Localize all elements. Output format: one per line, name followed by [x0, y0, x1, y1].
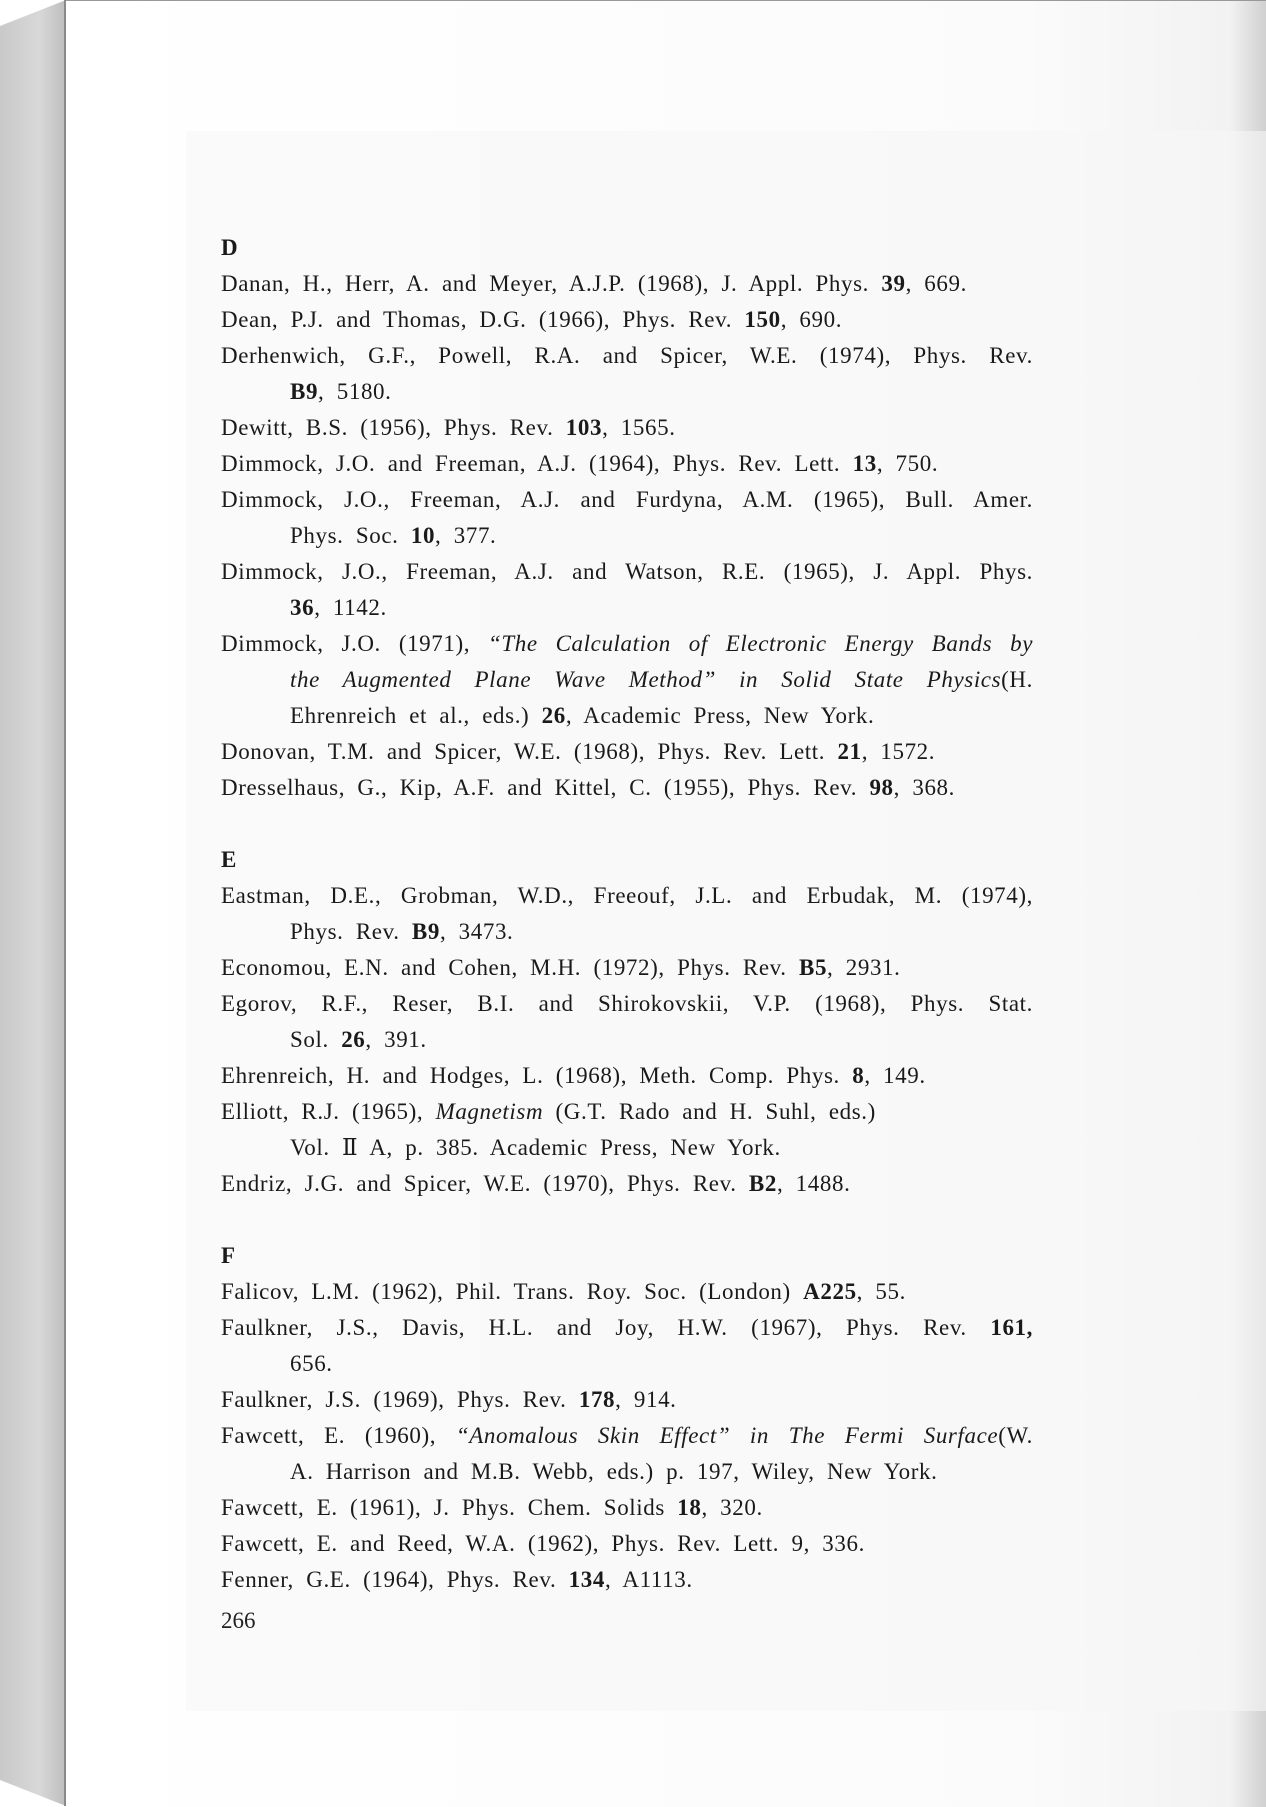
- reference-entry: [221, 1562, 1033, 1598]
- reference-line: [221, 518, 1033, 554]
- citation-text: Derhenwich, G.F., Powell, R.A. and Spicer, W.E. (1974), Phys. Rev.: [221, 343, 1033, 368]
- reference-entry: [221, 1274, 1033, 1310]
- citation-text: , 55.: [856, 1279, 906, 1304]
- section-heading: D: [221, 235, 239, 260]
- reference-line: [221, 878, 1033, 914]
- reference-line: [221, 1526, 1033, 1562]
- reference-entry: [221, 446, 1033, 482]
- reference-line: [221, 1562, 1033, 1598]
- citation-text: Endriz, J.G. and Spicer, W.E. (1970), Phys. Rev.: [221, 1171, 749, 1196]
- citation-text: , 149.: [864, 1063, 926, 1088]
- citation-text: Fenner, G.E. (1964), Phys. Rev.: [221, 1567, 569, 1592]
- citation-text: Egorov, R.F., Reser, B.I. and Shirokovskii, V.P. (1968), Phys. Stat.: [221, 991, 1033, 1016]
- reference-entry: [221, 1166, 1033, 1202]
- citation-text: , 5180.: [318, 379, 392, 404]
- citation-text: , 750.: [876, 451, 939, 476]
- citation-text: , 320.: [701, 1495, 763, 1520]
- citation-text: Faulkner, J.S., Davis, H.L. and Joy, H.W. (1967), Phys. Rev.: [221, 1315, 991, 1340]
- reference-line: [221, 626, 1033, 662]
- volume-number: A225: [803, 1279, 857, 1304]
- reference-line: [221, 1022, 1033, 1058]
- reference-line: [221, 302, 1033, 338]
- volume-number: 21: [837, 739, 862, 764]
- reference-line: [221, 554, 1033, 590]
- volume-number: 150: [744, 307, 781, 332]
- title-text: Magnetism: [435, 1099, 544, 1124]
- volume-number: B5: [799, 955, 828, 980]
- volume-number: 98: [869, 775, 894, 800]
- citation-text: , 1142.: [314, 595, 387, 620]
- citation-text: A. Harrison and M.B. Webb, eds.) p. 197, Wiley, New York.: [290, 1459, 938, 1484]
- citation-text: (W.: [998, 1423, 1033, 1448]
- reference-line: [221, 698, 1033, 734]
- volume-number: B9: [290, 379, 319, 404]
- volume-number: 8: [852, 1063, 865, 1088]
- reference-line: [221, 1382, 1033, 1418]
- citation-text: Ehrenreich, H. and Hodges, L. (1968), Meth. Comp. Phys.: [221, 1063, 853, 1088]
- citation-text: 656.: [290, 1351, 333, 1376]
- reference-line: [221, 1130, 1033, 1166]
- reference-line: [221, 1346, 1033, 1382]
- reference-line: [221, 1454, 1033, 1490]
- citation-text: , 377.: [435, 523, 497, 548]
- volume-number: 36: [290, 595, 315, 620]
- reference-entry: [221, 950, 1033, 986]
- volume-number: 134: [568, 1567, 605, 1592]
- reference-line: [221, 986, 1033, 1022]
- reference-entry: [221, 1418, 1033, 1490]
- citation-text: Falicov, L.M. (1962), Phil. Trans. Roy. Soc. (London): [221, 1279, 804, 1304]
- volume-number: 18: [677, 1495, 702, 1520]
- citation-text: , 914.: [615, 1387, 677, 1412]
- citation-text: Eastman, D.E., Grobman, W.D., Freeouf, J.L. and Erbudak, M. (1974),: [221, 883, 1033, 908]
- reference-entry: [221, 734, 1033, 770]
- reference-line: [221, 1310, 1033, 1346]
- citation-text: Fawcett, E. (1961), J. Phys. Chem. Solids: [221, 1495, 678, 1520]
- reference-entry: [221, 770, 1033, 806]
- citation-text: Economou, E.N. and Cohen, M.H. (1972), Phys. Rev.: [221, 955, 799, 980]
- reference-entry: [221, 1490, 1033, 1526]
- citation-text: Fawcett, E. and Reed, W.A. (1962), Phys. Rev. Lett. 9, 336.: [221, 1531, 865, 1556]
- volume-number: 13: [852, 451, 877, 476]
- citation-text: Vol. Ⅱ A, p. 385. Academic Press, New York.: [290, 1135, 781, 1160]
- reference-entry: [221, 1058, 1033, 1094]
- reference-entry: [221, 986, 1033, 1058]
- reference-entry: [221, 266, 1033, 302]
- reference-entry: [221, 338, 1033, 410]
- citation-text: Dean, P.J. and Thomas, D.G. (1966), Phys. Rev.: [221, 307, 745, 332]
- citation-text: Elliott, R.J. (1965),: [221, 1099, 436, 1124]
- section-gap: [221, 1202, 1033, 1238]
- citation-text: , 1488.: [776, 1171, 851, 1196]
- page-number: 266: [221, 1608, 256, 1633]
- volume-number: 39: [881, 271, 906, 296]
- reference-entry: [221, 482, 1033, 554]
- reference-list: [221, 230, 1033, 1598]
- volume-number: 103: [565, 415, 603, 440]
- citation-text: , 690.: [780, 307, 843, 332]
- reference-entry: [221, 1526, 1033, 1562]
- citation-text: , Academic Press, New York.: [565, 703, 875, 728]
- citation-text: Faulkner, J.S. (1969), Phys. Rev.: [221, 1387, 579, 1412]
- reference-entry: [221, 1094, 1033, 1166]
- reference-line: [221, 338, 1033, 374]
- citation-text: , A1113.: [604, 1567, 693, 1592]
- citation-text: Donovan, T.M. and Spicer, W.E. (1968), Phys. Rev. Lett.: [221, 739, 838, 764]
- reference-line: [221, 770, 1033, 806]
- reference-line: [221, 734, 1033, 770]
- reference-entry: [221, 1310, 1033, 1382]
- reference-line: [221, 1274, 1033, 1310]
- reference-line: [221, 374, 1033, 410]
- citation-text: Dewitt, B.S. (1956), Phys. Rev.: [221, 415, 566, 440]
- reference-line: [221, 410, 1033, 446]
- reference-entry: [221, 302, 1033, 338]
- citation-text: Dimmock, J.O. (1971),: [221, 631, 489, 656]
- citation-text: (H.: [1001, 667, 1033, 692]
- citation-text: Dresselhaus, G., Kip, A.F. and Kittel, C. (1955), Phys. Rev.: [221, 775, 870, 800]
- citation-text: , 3473.: [439, 919, 514, 944]
- citation-text: , 1565.: [602, 415, 676, 440]
- citation-text: Sol.: [290, 1027, 342, 1052]
- reference-entry: [221, 878, 1033, 950]
- volume-number: B2: [748, 1171, 777, 1196]
- book-spine: [0, 0, 66, 1806]
- citation-text: , 2931.: [827, 955, 901, 980]
- reference-line: [221, 1490, 1033, 1526]
- reference-line: [221, 482, 1033, 518]
- title-text: “The Calculation of Electronic Energy Bands by: [488, 631, 1033, 656]
- reference-entry: [221, 554, 1033, 626]
- citation-text: Danan, H., Herr, A. and Meyer, A.J.P. (1968), J. Appl. Phys.: [221, 271, 882, 296]
- reference-line: [221, 1418, 1033, 1454]
- citation-text: Dimmock, J.O., Freeman, A.J. and Watson, R.E. (1965), J. Appl. Phys.: [221, 559, 1033, 584]
- citation-text: Ehrenreich et al., eds.): [290, 703, 542, 728]
- volume-number: 26: [341, 1027, 366, 1052]
- volume-number: 178: [578, 1387, 616, 1412]
- citation-text: (G.T. Rado and H. Suhl, eds.): [543, 1099, 876, 1124]
- citation-text: Dimmock, J.O., Freeman, A.J. and Furdyna, A.M. (1965), Bull. Amer.: [221, 487, 1033, 512]
- reference-entry: [221, 410, 1033, 446]
- title-text: “Anomalous Skin Effect” in The Fermi Surface: [455, 1423, 999, 1448]
- volume-number: B9: [411, 919, 440, 944]
- reference-entry: [221, 1382, 1033, 1418]
- reference-line: [221, 950, 1033, 986]
- volume-number: 26: [541, 703, 566, 728]
- citation-text: , 391.: [365, 1027, 427, 1052]
- citation-text: , 1572.: [861, 739, 936, 764]
- reference-entry: [221, 626, 1033, 734]
- volume-number: 161,: [990, 1315, 1033, 1340]
- section-gap: [221, 806, 1033, 842]
- section-heading: E: [221, 847, 237, 872]
- citation-text: Dimmock, J.O. and Freeman, A.J. (1964), Phys. Rev. Lett.: [221, 451, 853, 476]
- reference-line: [221, 1058, 1033, 1094]
- reference-line: [221, 1094, 1033, 1130]
- citation-text: Fawcett, E. (1960),: [221, 1423, 456, 1448]
- citation-text: , 669.: [905, 271, 967, 296]
- reference-line: [221, 266, 1033, 302]
- reference-line: [221, 914, 1033, 950]
- citation-text: , 368.: [893, 775, 955, 800]
- reference-line: [221, 446, 1033, 482]
- reference-line: [221, 1166, 1033, 1202]
- section-heading: F: [221, 1243, 236, 1268]
- citation-text: Phys. Soc.: [290, 523, 411, 548]
- title-text: the Augmented Plane Wave Method” in Solid State Physics: [290, 667, 1002, 692]
- reference-line: [221, 662, 1033, 698]
- citation-text: Phys. Rev.: [290, 919, 412, 944]
- volume-number: 10: [410, 523, 436, 548]
- spine-edge: [64, 0, 66, 1806]
- reference-line: [221, 590, 1033, 626]
